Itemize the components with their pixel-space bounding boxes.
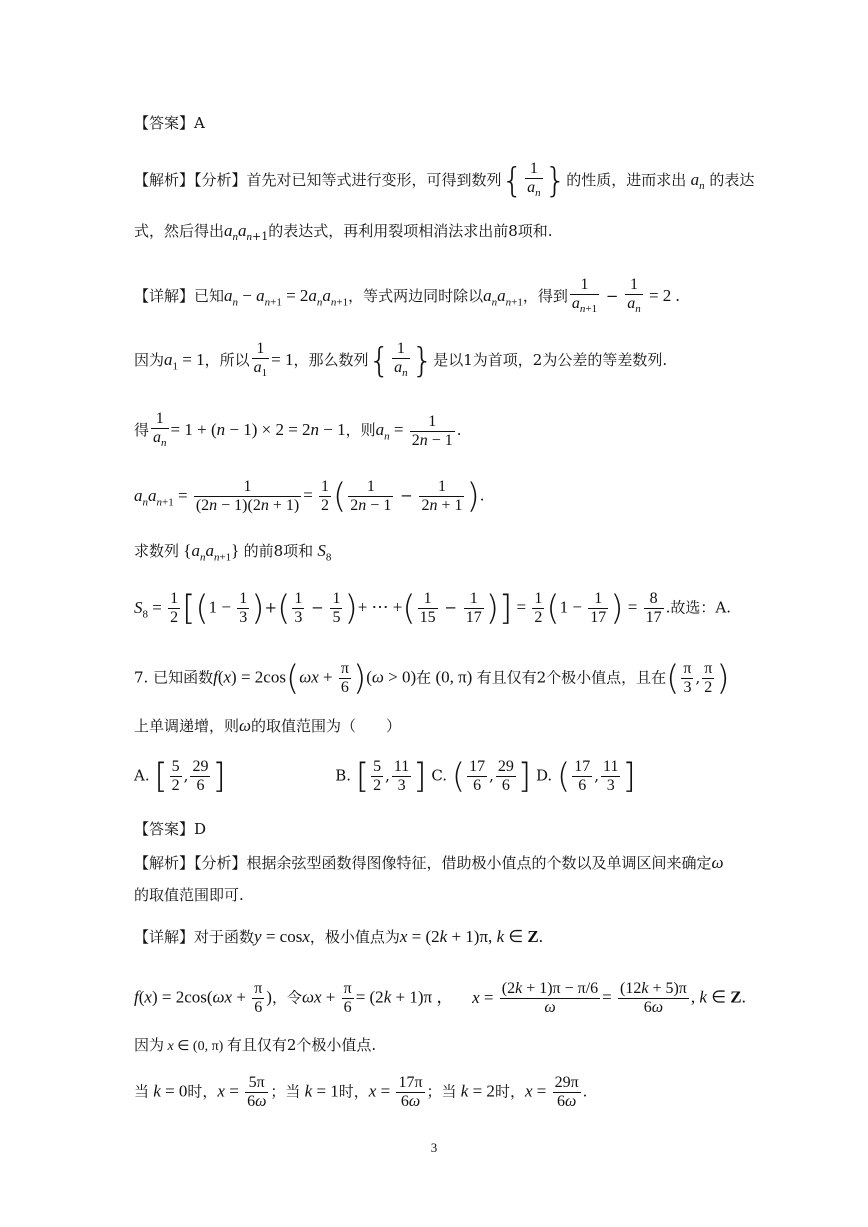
analysis-line-2: 式，然后得出$a_na_{n+1}$的表达式，再利用裂项相消法求出前8项和. [134,221,553,243]
analysis-2-line-1: 【解析】【分析】根据余弦型函数得图像特征，借助极小值点的个数以及单调区间来确定ω [134,853,724,872]
because-line: 因为$a_1 = 1$，所以 $\frac{1}{a_1}$ = 1，那么数列{ $\frac{1}{a_n}$ }是以1为首项，2为公差的等差数列. [134,340,668,382]
anan1-line: $a_na_{n+1}$ = $\frac{1}{(2n - 1)(2n + 1)}$ = $\frac{1}{2}$ ( $\frac{1}{2n - 1}$ − $\frac{1}{2n + 1}$ ). [134,476,485,517]
analysis-2-line-2: 的取值范围即可. [134,886,244,904]
question-7-line-2: 上单调递增，则ω的取值范围为（ ） [134,716,402,735]
detail-2-line-1: 【详解】对于函数y = cosx，极小值点为x = (2k + 1)π, k ∈ Z. [134,927,544,946]
analysis-line-1: 【解析】【分析】首先对已知等式进行变形，可得到数列{ $\frac{1}{a_n}$ }的性质，进而求出 $a_n$ 的表达 [134,160,755,202]
when-line: 当 k = 0时，x = $\frac{5\pi}{6\omega}$ ；当 k = 1时，x = $\frac{17\pi}{6\omega}$ ；当 k = 2时，x = $\frac{29\pi}{6\omega}$ . [134,1074,588,1110]
page-number: 3 [430,1140,438,1155]
option-a: A. [134,766,150,785]
answer-line-2: 【答案】D [134,820,207,838]
detail-2-line-2: f(x) = 2cos(ωx + $\frac{\pi}{6}$ )，令ωx + $\frac{\pi}{6}$ = (2k + 1)π ， x = $\frac{(2k + 1)\pi - \pi/6}{\omega}$ = $\frac{(12k + 5)\pi}{6\omega}$ , k ∈ Z. [134,980,746,1016]
question-7-line-1: 7. 已知函数f(x) = 2cos(ωx + $\frac{\pi}{6}$ )(ω > 0)在 (0, π) 有且仅有2个极小值点，且在( $\frac{\pi}{3}$ , $\frac{\pi}{2}$ ) [134,658,730,699]
option-b: B. [335,766,352,785]
detail-line-1: 【详解】已知$a_n - a_{n+1} = 2a_na_{n+1}$，等式两边同时除以$a_na_{n+1}$，得到 $\frac{1}{a_{n+1}}$ − $\frac{1}{a_n}$ = 2 . [134,276,680,316]
s8-line: $S_8$ = $\frac{1}{2}$ [(1 − $\frac{1}{3}$ )+( $\frac{1}{3}$ − $\frac{1}{5}$ )+ ⋯ +( $\frac{1}{15}$ − $\frac{1}{17}$ )] = $\frac{1}{2}$ (1 − $\frac{1}{17}$ ) = $\frac{8}{17}$ .故选：A. [134,588,731,629]
options-line: A. [ $\frac{5}{2}$ , $\frac{29}{6}$ ] B. [ $\frac{5}{2}$ , $\frac{11}{3}$ ] C. ( $\frac{17}{6}$ , $\frac{29}{6}$ ] D. ( $\frac{17}{6}$ , $\frac{11}{3}$ ] [134,756,636,797]
option-c: C. [431,766,448,785]
because-2-line: 因为 x ∈ (0, π) 有且仅有2个极小值点. [134,1036,377,1054]
option-d: D. [535,766,553,785]
de-line: 得 $\frac{1}{a_n}$ = 1 + (n − 1) × 2 = 2n − 1，则$a_n$ = $\frac{1}{2n - 1}$ . [134,410,462,450]
sum-line: 求数列 $\{a_na_{n+1}\}$ 的前8项和 $S_8$ [134,541,332,564]
answer-line-1: 【答案】A [134,114,205,132]
